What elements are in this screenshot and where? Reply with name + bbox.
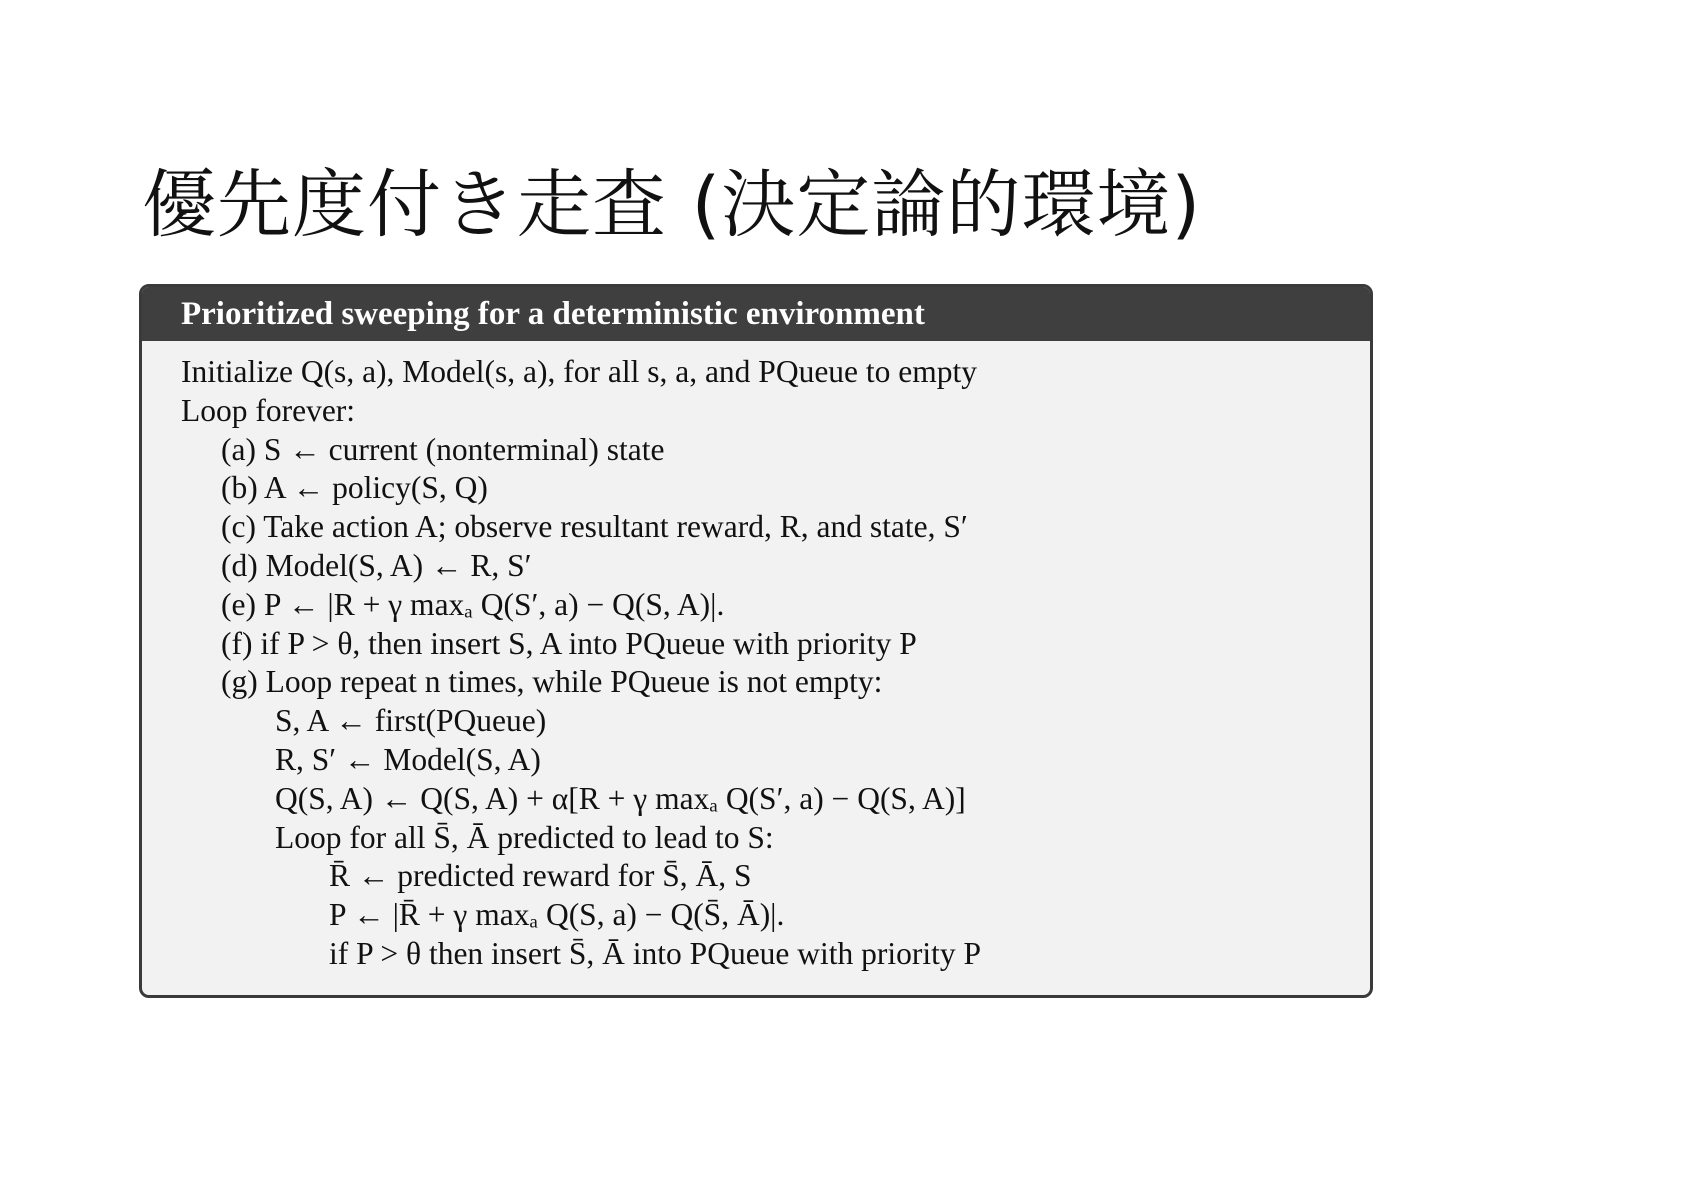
algorithm-line: (b) A ← policy(S, Q)	[221, 470, 488, 506]
algorithm-line: Q(S, A) ← Q(S, A) + α[R + γ maxₐ Q(S′, a) − Q(S, A)]	[275, 780, 966, 816]
algorithm-line: R, S′ ← Model(S, A)	[275, 741, 541, 777]
algorithm-line: P ← |R̄ + γ maxₐ Q(S, a) − Q(S̄, Ā)|.	[329, 897, 785, 933]
algorithm-line: Loop for all S̄, Ā predicted to lead to S:	[275, 819, 774, 855]
algorithm-line: R̄ ← predicted reward for S̄, Ā, S	[329, 858, 752, 894]
algorithm-line: S, A ← first(PQueue)	[275, 703, 547, 739]
algorithm-line: (c) Take action A; observe resultant reward, R, and state, S′	[221, 509, 968, 545]
algorithm-line: (e) P ← |R + γ maxₐ Q(S′, a) − Q(S, A)|.	[221, 586, 725, 622]
algorithm-body	[142, 341, 1370, 974]
algorithm-line: (d) Model(S, A) ← R, S′	[221, 547, 532, 583]
algorithm-line: Initialize Q(s, a), Model(s, a), for all s, a, and PQueue to empty	[181, 354, 978, 389]
algorithm-line: (g) Loop repeat n times, while PQueue is not empty:	[221, 664, 883, 700]
algorithm-line: (f) if P > θ, then insert S, A into PQueue with priority P	[221, 625, 917, 661]
slide-title: 優先度付き走査 (決定論的環境)	[142, 162, 1202, 248]
algorithm-line: (a) S ← current (nonterminal) state	[221, 431, 665, 467]
algorithm-box	[139, 284, 1373, 998]
algorithm-line: Loop forever:	[181, 392, 356, 428]
algorithm-header: Prioritized sweeping for a deterministic environment	[142, 287, 1370, 341]
algorithm-line: if P > θ then insert S̄, Ā into PQueue with priority P	[329, 935, 982, 971]
